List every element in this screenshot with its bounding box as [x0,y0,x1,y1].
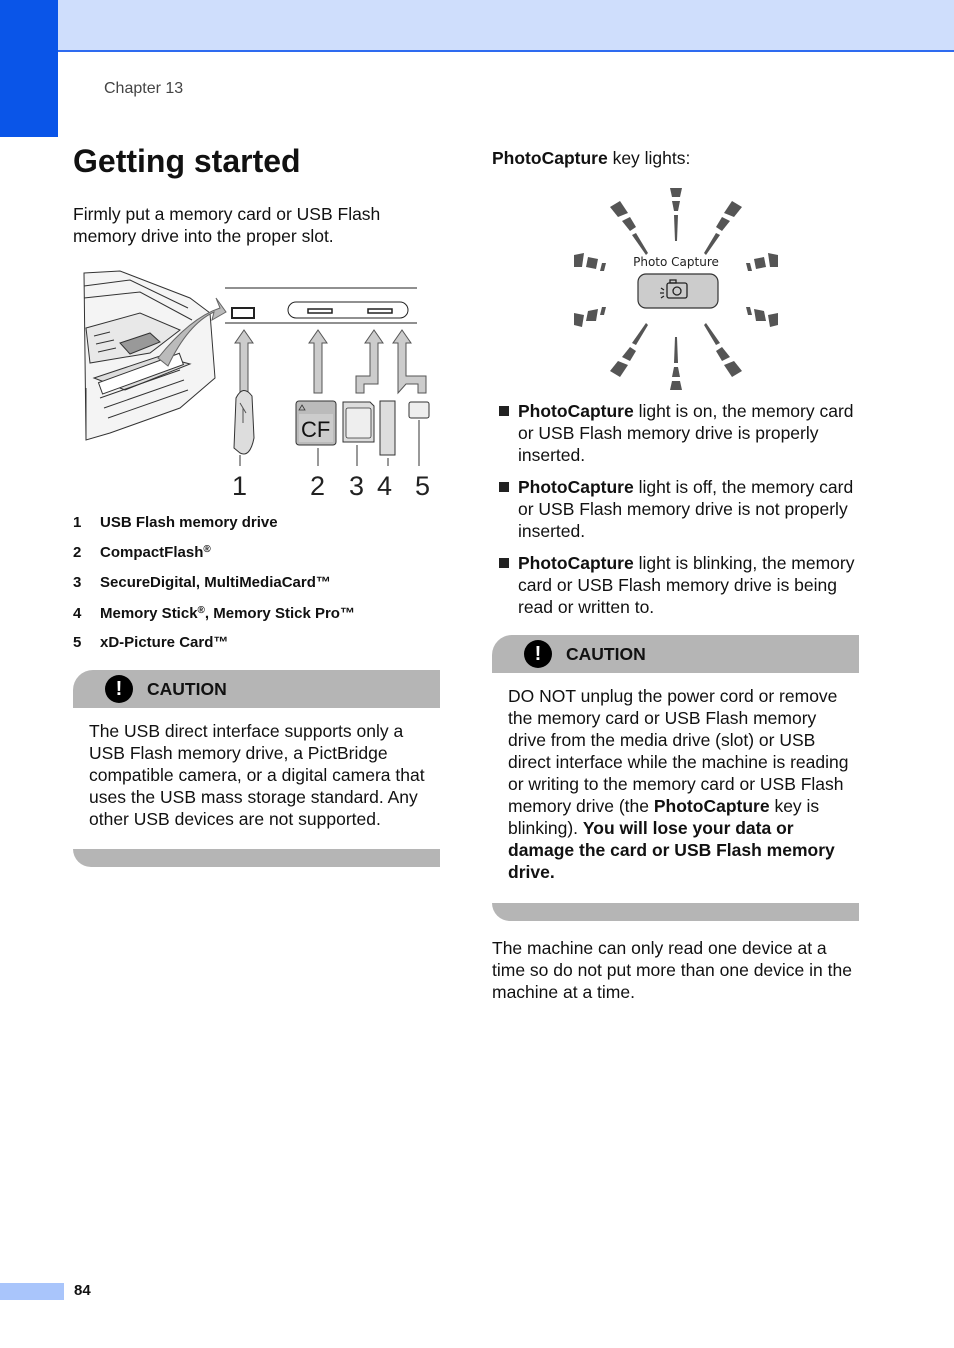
photocapture-key-illustration [570,185,782,393]
slot-panel [225,288,417,323]
intro-paragraph: Firmly put a memory card or USB Flash memory drive into the proper slot. [73,204,381,246]
header-band [58,0,954,52]
page-number: 84 [74,1282,91,1299]
caution-title: CAUTION [566,643,646,664]
legend-item: 4 Memory Stick ® , Memory Stick Pro™ [73,605,355,622]
usb-drive [234,390,254,454]
photocapture-button-label: Photo Capture [633,255,719,269]
memory-stick [380,401,395,455]
caution-header [492,635,859,673]
callout-3: 3 [349,471,365,501]
list-item: PhotoCapture light is on, the memory card or USB Flash memory drive is properly inserted. [499,400,859,466]
caution-body: The USB direct interface supports only a USB Flash memory drive, a PictBridge compatible camera, or a digital camera that uses the USB mass storage standard. Any other USB devices are not supported. [89,721,425,829]
chapter-label: Chapter 13 [104,80,184,97]
callout-1: 1 [232,471,248,501]
legend-item: 3 SecureDigital, MultiMediaCard™ [73,574,331,591]
bullet-square-icon [499,558,509,568]
caution-header [73,670,440,708]
photocapture-heading: PhotoCapture key lights: [492,148,691,168]
callout-4: 4 [377,471,393,501]
slot-arrows [235,330,426,393]
caution-body: DO NOT unplug the power cord or remove the memory card or USB Flash memory drive from the media drive (slot) or USB direct interface while the machine is reading or writing to the memory card or USB Flash memory drive (the PhotoCapture key is blinking). You will lose your data or damage the card or USB Flash memory drive. [508,686,849,882]
legend-item: 1 USB Flash memory drive [73,514,278,531]
warning-icon: ! [524,640,552,668]
page-title: Getting started [73,143,301,179]
bullet-square-icon [499,406,509,416]
caution-box-unplug [492,635,859,922]
callout-2: 2 [310,471,326,501]
callout-5: 5 [415,471,431,501]
caution-footer-bar [73,849,440,867]
list-item: PhotoCapture light is off, the memory card or USB Flash memory drive is not properly inserted. [499,476,859,542]
bullet-square-icon [499,482,509,492]
footer-band [0,1283,64,1300]
xd-card [409,402,429,418]
note-paragraph: The machine can only read one device at a time so do not put more than one device in the machine at a time. [492,938,852,1002]
cf-label: CF [301,417,331,442]
media-slots-illustration [80,268,440,503]
legend-item: 5 xD-Picture Card™ [73,634,229,651]
photocapture-button [638,274,718,308]
chapter-tab [0,0,58,137]
legend-item: 2 CompactFlash ® [73,544,211,561]
compactflash-card [296,401,336,445]
sd-card [343,402,374,442]
warning-icon: ! [105,675,133,703]
caution-footer-bar [492,903,859,921]
caution-title: CAUTION [147,678,227,699]
caution-box-usb [73,670,440,868]
list-item: PhotoCapture light is blinking, the memory card or USB Flash memory drive is being read or written to. [499,552,859,618]
printer-drawing [84,271,215,440]
